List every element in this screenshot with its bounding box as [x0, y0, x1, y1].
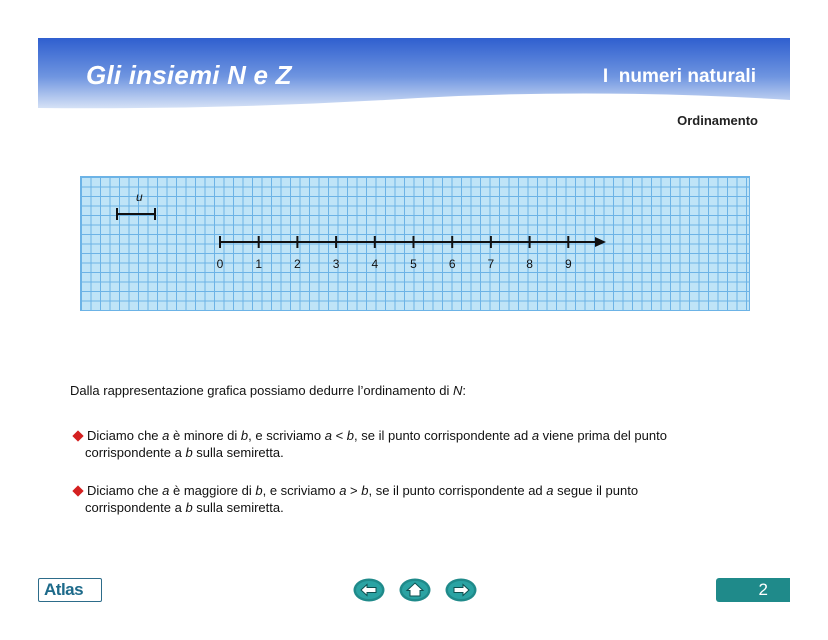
tick-label-6: 6	[448, 257, 456, 271]
tick-label-5: 5	[410, 257, 417, 271]
tick-label-9: 9	[564, 257, 572, 271]
tick-label-1: 1	[255, 257, 263, 271]
main-title: Gli insiemi N e Z	[86, 60, 292, 90]
tick-label-4: 4	[371, 257, 379, 271]
number-line-arrowhead	[595, 237, 606, 247]
arrow-right-icon	[445, 578, 477, 602]
tick-label-7: 7	[487, 257, 495, 271]
number-line-figure	[80, 176, 750, 311]
intro-sentence: Dalla rappresentazione grafica possiamo dedurre l’ordinamento di N:	[70, 383, 467, 398]
home-icon	[399, 578, 431, 602]
home-button[interactable]	[399, 578, 431, 602]
tick-label-3: 3	[332, 257, 340, 271]
atlas-logo	[38, 578, 102, 602]
tick-label-8: 8	[526, 257, 533, 271]
bullet-less-than: Diciamo che a è minore di b, e scriviamo a < b, se il punto corrispondente ad a viene prima del punto corrispondente a b sulla semiretta.	[70, 427, 756, 461]
logo-text: Atlas	[44, 580, 84, 599]
number-line-svg	[81, 177, 749, 310]
bullet-greater-than: Diciamo che a è maggiore di b, e scriviamo a > b, se il punto corrispondente ad a segue il punto corrispondente a b sulla semiretta.	[70, 482, 756, 516]
red-diamond-bullet-icon	[72, 485, 83, 496]
tick-label-2: 2	[294, 257, 301, 271]
previous-slide-button[interactable]	[353, 578, 385, 602]
red-diamond-bullet-icon	[72, 430, 83, 441]
slide-subtitle: Ordinamento	[677, 113, 758, 128]
arrow-left-icon	[353, 578, 385, 602]
header-banner	[38, 38, 790, 112]
section-title: I numeri naturali	[602, 66, 756, 87]
page-number-badge	[716, 578, 790, 602]
unit-label: u	[136, 190, 143, 204]
tick-label-0: 0	[216, 257, 224, 271]
next-slide-button[interactable]	[445, 578, 477, 602]
page-number: 2	[758, 580, 768, 599]
